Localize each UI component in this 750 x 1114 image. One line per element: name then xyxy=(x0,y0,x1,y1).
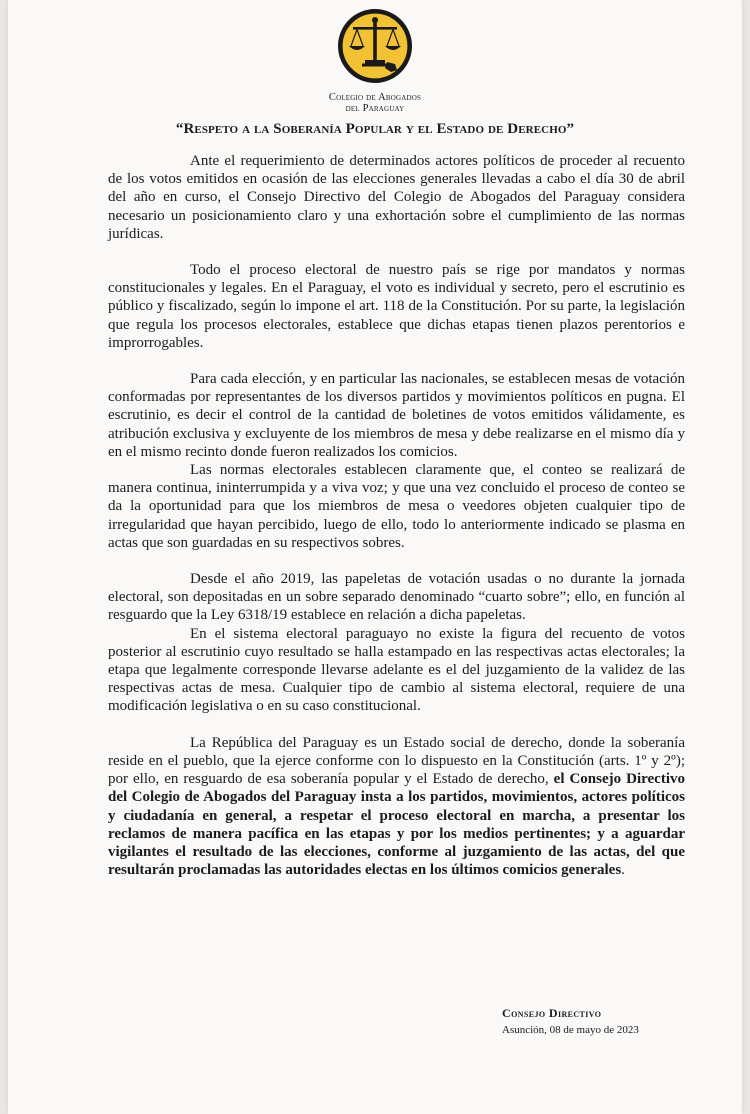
scales-of-justice-seal-icon xyxy=(335,6,415,86)
paragraph-4: Las normas electorales establecen claramente que, el conteo se realizará de manera continua, ininterrumpida y a viva voz; y que una vez concluido el proceso de conteo se da la oportunidad para que los miembros de mesa o veedores objeten cualquier tipo de irregularidad que hayan percibido, luego de ello, todo lo anteriormente indicado se plasma en actas que son guardadas en su respectivos sobres. xyxy=(108,462,685,551)
paragraph-3: Para cada elección, y en particular las nacionales, se establecen mesas de votación conformadas por representantes de los diversos partidos y movimientos políticos en pugna. El escrutinio, es decir el control de la cantidad de boletines de votos emitidos válidamente, es atribución exclusiva y excluyente de los miembros de mesa y debe realizarse en el mismo día y en el mismo recinto donde fueron realizados los comicios. xyxy=(108,371,685,460)
paragraph-5: Desde el año 2019, las papeletas de votación usadas o no durante la jornada electoral, son depositadas en un sobre separado denominado “cuarto sobre”; ello, en función al resguardo que la Ley 6318/19 establece en relación a dicha papeletas. xyxy=(108,571,685,624)
paragraph-7-end: . xyxy=(621,862,625,879)
paragraph-1: Ante el requerimiento de determinados actores políticos de proceder al recuento de los votos emitidos en ocasión de las elecciones generales llevadas a cabo el día 30 de abril del año en curso, el Consejo Directivo del Colegio de Abogados del Paraguay considera necesario un posicionamiento claro y una exhortación sobre el cumplimiento de las normas jurídicas. xyxy=(108,153,685,242)
org-line-2: del Paraguay xyxy=(345,103,405,114)
document-page xyxy=(8,0,742,1114)
paragraph-7-plain: La República del Paraguay es un Estado social de derecho, donde la soberanía reside en el pueblo, que la ejerce conforme con lo dispuesto en la Constitución (arts. 1º y 2º); por ello, en resguardo de esa soberanía popular y el Estado de derecho, xyxy=(108,734,685,788)
organization-name xyxy=(8,92,742,114)
signature-name: Consejo Directivo xyxy=(502,1006,602,1020)
paragraph-7 xyxy=(108,734,685,880)
signature-place-date: Asunción, 08 de mayo de 2023 xyxy=(502,1024,639,1036)
logo xyxy=(8,6,742,86)
paragraph-6: En el sistema electoral paraguayo no existe la figura del recuento de votos posterior al escrutinio cuyo resultado se halla estampado en las respectivas actas electorales; la etapa que legalmente corresponde llevarse adelante es el del juzgamiento de la validez de las respectivas actas de mesa. Cualquier tipo de cambio al sistema electoral, requiere de una modificación legislativa o en su caso constitucional. xyxy=(108,625,685,715)
paragraph-2: Todo el proceso electoral de nuestro país se rige por mandatos y normas constitucionales y legales. En el Paraguay, el voto es individual y secreto, pero el escrutinio es público y fiscalizado, según lo impone el art. 118 de la Constitución. Por su parte, la legislación que regula los procesos electorales, establece que dichas etapas tienen plazos perentorios e improrrogables. xyxy=(108,262,685,351)
org-line-1: Colegio de Abogados xyxy=(328,92,422,103)
document-body xyxy=(108,152,685,879)
paragraph-7-bold: el Consejo Directivo del Colegio de Abogados del Paraguay insta a los partidos, movimientos, actores políticos y ciudadanía en general, a respetar el proceso electoral en marcha, a presentar los reclamos de manera pacífica en las etapas y por los medios pertinentes; y a aguardar vigilantes el resultado de las elecciones, conforme al juzgamiento de las actas, del que resultarán proclamadas las autoridades electas en los últimos comicios generales xyxy=(108,771,686,879)
document-title: “Respeto a la Soberanía Popular y el Estado de Derecho” xyxy=(175,121,575,137)
signature-block xyxy=(502,1006,639,1036)
